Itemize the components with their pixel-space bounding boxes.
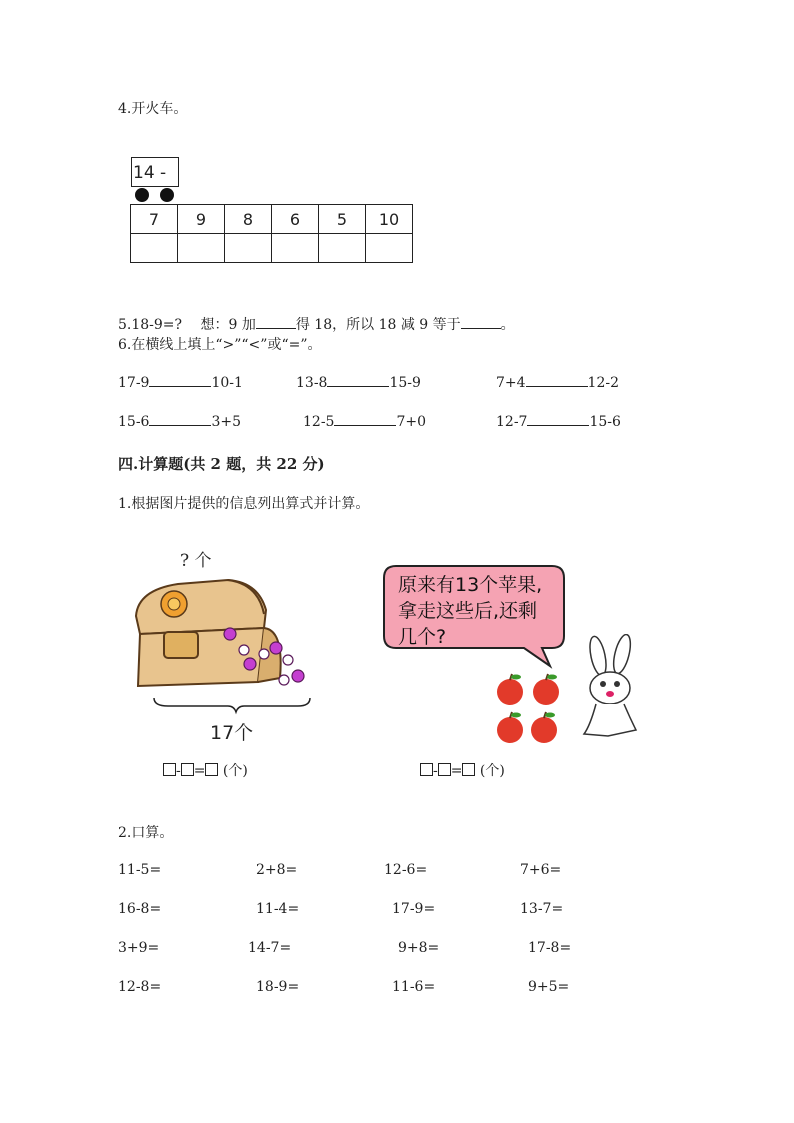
answer-cell[interactable]: [178, 234, 225, 263]
treasure-chest-icon: [136, 580, 281, 686]
compare-left: 12-5: [303, 414, 335, 430]
q6-title: 6.在横线上填上“>”“<”或“=”。: [118, 337, 322, 353]
total-brace-icon: [154, 698, 310, 712]
compare-item: [496, 414, 621, 430]
train-cars-table: [130, 204, 413, 263]
q5-suffix: 。: [500, 317, 515, 333]
mental-item: 18-9=: [256, 979, 300, 995]
compare-left: 12-7: [496, 414, 528, 430]
bubble-line: 几个?: [398, 626, 447, 648]
mental-item: 3+9=: [118, 940, 160, 956]
train-car: 5: [319, 205, 366, 234]
compare-right: 15-6: [589, 414, 621, 430]
mental-item: 17-8=: [528, 940, 572, 956]
rabbit-icon: [578, 634, 648, 742]
answer-cell[interactable]: [272, 234, 319, 263]
compare-item: [296, 375, 421, 391]
compare-left: 15-6: [118, 414, 150, 430]
apples-illustration: [494, 672, 566, 748]
chest-total-label: 17个: [210, 722, 254, 744]
equation-template-right: - = (个): [420, 760, 505, 780]
q2-title: 2.口算。: [118, 825, 174, 841]
answer-cell[interactable]: [225, 234, 272, 263]
mental-item: 11-5=: [118, 862, 162, 878]
compare-blank[interactable]: [527, 425, 589, 426]
apple-icon: [531, 712, 557, 743]
mental-item: 14-7=: [248, 940, 292, 956]
answer-box[interactable]: [205, 763, 218, 776]
compare-left: 17-9: [118, 375, 150, 391]
compare-right: 10-1: [211, 375, 243, 391]
mental-item: 11-6=: [392, 979, 436, 995]
mental-item: 11-4=: [256, 901, 300, 917]
train-car: 6: [272, 205, 319, 234]
mental-item: 2+8=: [256, 862, 298, 878]
apple-icon: [533, 674, 559, 705]
compare-item: [118, 414, 241, 430]
mental-item: 7+6=: [520, 862, 562, 878]
train-engine: [131, 157, 179, 187]
compare-blank[interactable]: [149, 386, 211, 387]
treasure-chest-illustration: [118, 570, 318, 720]
answer-cell[interactable]: [319, 234, 366, 263]
compare-blank[interactable]: [334, 425, 396, 426]
compare-right: 3+5: [211, 414, 241, 430]
answer-box[interactable]: [163, 763, 176, 776]
answer-box[interactable]: [438, 763, 451, 776]
mental-item: 9+5=: [528, 979, 570, 995]
section-heading: 四.计算题(共 2 题，共 22 分): [118, 455, 325, 473]
compare-blank[interactable]: [526, 386, 588, 387]
q5-middle: 得 18，所以 18 减 9 等于: [295, 317, 461, 333]
compare-item: [496, 375, 619, 391]
mental-item: 9+8=: [398, 940, 440, 956]
mental-item: 17-9=: [392, 901, 436, 917]
answer-box[interactable]: [462, 763, 475, 776]
q4-title: 4.开火车。: [118, 101, 188, 117]
train-car: 9: [178, 205, 225, 234]
answer-cell[interactable]: [131, 234, 178, 263]
compare-right: 7+0: [396, 414, 426, 430]
compare-left: 7+4: [496, 375, 526, 391]
train-car: 7: [131, 205, 178, 234]
mental-item: 13-7=: [520, 901, 564, 917]
compare-blank[interactable]: [149, 425, 211, 426]
train-wheel: [160, 188, 174, 202]
chest-question-label: ? 个: [180, 551, 212, 571]
unit-label: (个): [222, 763, 248, 779]
answer-box[interactable]: [181, 763, 194, 776]
apple-icon: [497, 674, 523, 705]
train-numbers-row: [131, 205, 413, 234]
compare-right: 12-2: [587, 375, 619, 391]
mental-item: 12-6=: [384, 862, 428, 878]
q1-title: 1.根据图片提供的信息列出算式并计算。: [118, 496, 370, 512]
compare-blank[interactable]: [327, 386, 389, 387]
train-answers-row: [131, 234, 413, 263]
q5-blank-1[interactable]: [256, 328, 296, 329]
apple-icon: [497, 712, 523, 743]
compare-left: 13-8: [296, 375, 328, 391]
bubble-line: 原来有13个苹果,: [398, 574, 543, 596]
mental-item: 12-8=: [118, 979, 162, 995]
compare-item: [118, 375, 243, 391]
answer-box[interactable]: [420, 763, 433, 776]
mental-item: 16-8=: [118, 901, 162, 917]
bubble-line: 拿走这些后,还剩: [398, 600, 538, 622]
q5-blank-2[interactable]: [461, 328, 501, 329]
q5-line: [118, 314, 515, 334]
answer-cell[interactable]: [366, 234, 413, 263]
train-car: 8: [225, 205, 272, 234]
unit-label: (个): [479, 763, 505, 779]
q5-prefix: 5.18-9=? 想：9 加: [118, 317, 256, 333]
compare-item: [303, 414, 426, 430]
compare-right: 15-9: [389, 375, 421, 391]
train-engine-label: 14 -: [133, 163, 167, 183]
equation-template-left: - = (个): [163, 760, 248, 780]
train-wheel: [135, 188, 149, 202]
train-car: 10: [366, 205, 413, 234]
